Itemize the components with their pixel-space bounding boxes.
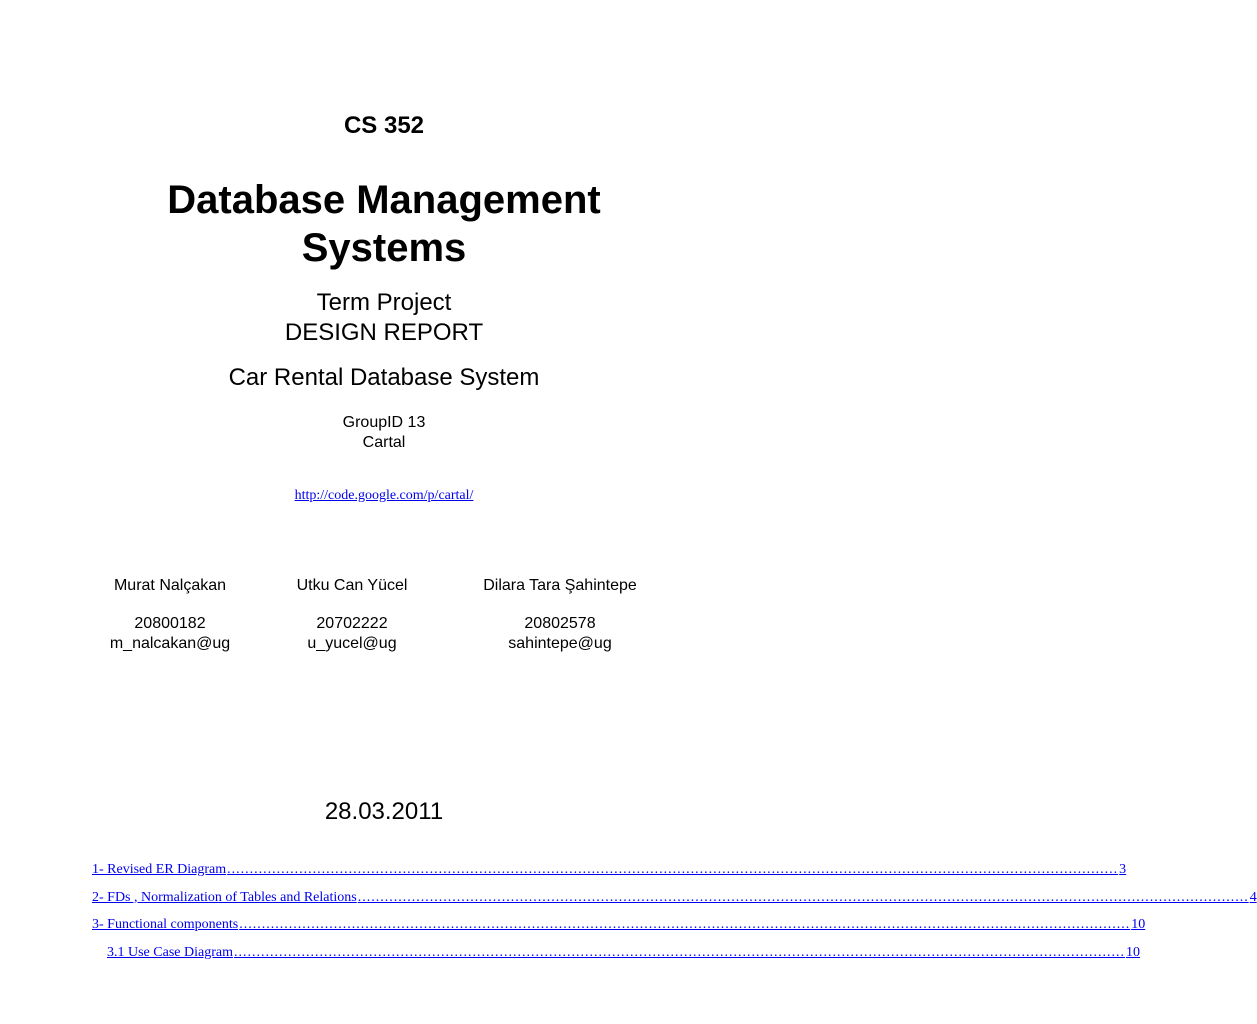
author-student-id: 20702222 [316, 615, 388, 632]
author-student-id: 20802578 [524, 615, 596, 632]
author-name: Murat Nalçakan [113, 577, 227, 594]
subtitle-line: DESIGN REPORT [284, 319, 484, 346]
toc-entry[interactable] [92, 862, 1127, 890]
toc-entry[interactable] [92, 944, 1140, 973]
group-name: Cartal [362, 434, 406, 451]
subtitle-line: Term Project [316, 289, 452, 316]
toc-entry-label: 3- Functional components [92, 917, 239, 932]
title-line: Database Management [167, 178, 601, 222]
table-of-contents [92, 862, 1257, 972]
toc-entry-label: 1- Revised ER Diagram [92, 862, 227, 877]
author-email: u_yucel@ug [307, 635, 397, 652]
toc-entry[interactable] [92, 917, 1146, 945]
project-link[interactable]: http://code.google.com/p/cartal/ [294, 488, 474, 503]
toc-leader-dots: ...................................................................................................................................................................................................... [357, 889, 1249, 905]
document-title [0, 176, 768, 272]
toc-entry[interactable] [92, 889, 1257, 918]
toc-entry-page: 3 [1119, 862, 1127, 877]
document-subtitle [0, 288, 768, 348]
group-info [0, 413, 768, 453]
author-name: Utku Can Yücel [296, 577, 408, 594]
course-code: CS 352 [343, 112, 425, 139]
author-email: sahintepe@ug [508, 635, 612, 652]
author-card [80, 576, 260, 654]
project-name: Car Rental Database System [228, 364, 540, 391]
toc-entry-label: 2- FDs , Normalization of Tables and Relations [92, 889, 357, 905]
title-line: Systems [301, 226, 467, 270]
author-card [262, 576, 442, 654]
toc-entry-page: 4 [1249, 889, 1257, 905]
toc-leader-dots: ...................................................................................................................................................................................................... [239, 917, 1131, 932]
report-date: 28.03.2011 [324, 798, 444, 825]
project-url [0, 488, 768, 504]
toc-entry-page: 10 [1131, 917, 1146, 932]
author-name: Dilara Tara Şahintepe [483, 577, 637, 594]
author-card [450, 576, 670, 654]
author-email: m_nalcakan@ug [109, 635, 231, 652]
toc-leader-dots: ...................................................................................................................................................................................................... [227, 862, 1119, 877]
toc-leader-dots: ...................................................................................................................................................................................................... [233, 944, 1125, 960]
toc-entry-page: 10 [1125, 944, 1140, 960]
author-student-id: 20800182 [134, 615, 206, 632]
toc-entry-label: 3.1 Use Case Diagram [107, 944, 233, 960]
group-id: GroupID 13 [342, 414, 426, 431]
